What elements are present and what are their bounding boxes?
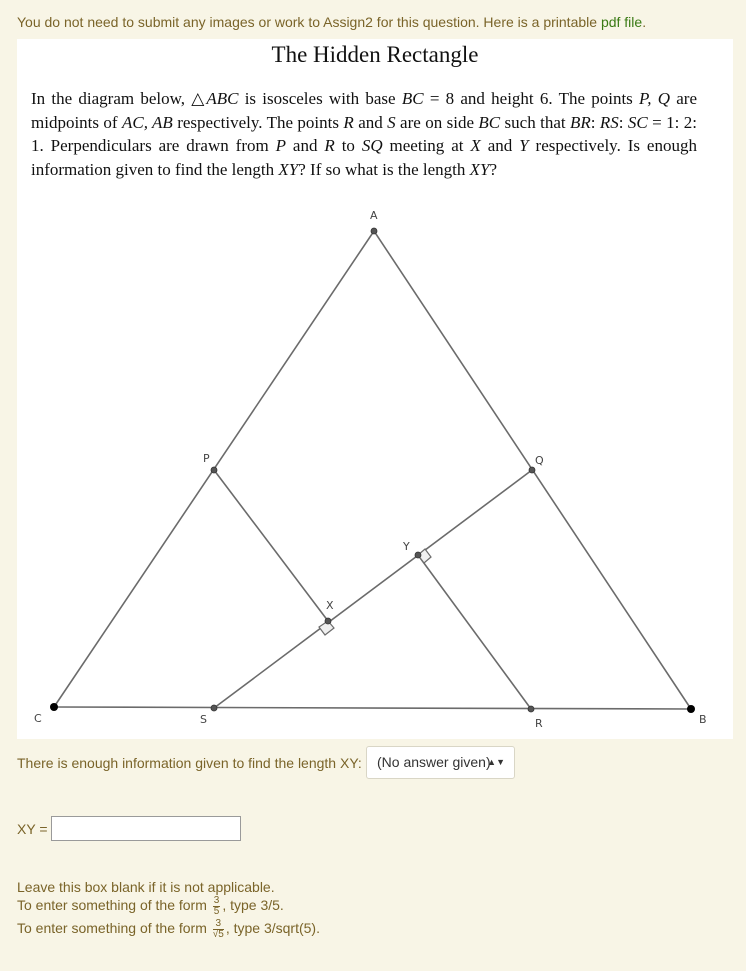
problem-text: and [286,136,325,155]
pdf-file-link[interactable]: pdf file [600,14,643,30]
select-arrows-icon: ▲▼ [487,757,505,767]
problem-text: ? If so what is the length [298,159,470,179]
point-y[interactable] [415,552,421,558]
point-x[interactable] [325,618,331,624]
label-s: S [200,713,207,726]
math-expression: R [343,112,354,132]
label-b: B [699,713,707,726]
math-expression: XY [278,159,299,179]
problem-text: respectively. The points [172,112,344,132]
point-r[interactable] [528,706,534,712]
point-c[interactable] [50,703,58,711]
problem-text: In the diagram below, [31,89,192,108]
label-r: R [535,717,543,730]
math-expression: △ABC [191,89,239,108]
label-p: P [203,452,210,465]
help-line-fraction: To enter something of the form $\frac{3}{5}$ , type 3/5. [17,895,284,917]
math-expression: XY [469,159,490,179]
instructions-notice: You do not need to submit any images or work to Assign2 for this question. Here is a printable pdf file. [17,14,647,30]
math-expression: S [387,112,396,132]
math-expression: BC [401,89,424,108]
math-expression: X [470,136,481,155]
label-x: X [326,599,334,612]
problem-text: : [590,112,600,132]
math-expression: SC [627,112,648,132]
help-line-sqrt: To enter something of the form $\frac{3}{√5}$ , type 3/sqrt(5). [17,918,320,940]
fraction-example: $\frac{3}{5}$ [213,895,220,917]
problem-text: meeting at [382,136,471,155]
math-expression: BR [570,112,591,132]
math-expression: SQ [361,136,383,155]
problem-text: : [618,112,628,132]
point-b[interactable] [687,705,695,713]
problem-text: = 1: 2: 1. Perpendiculars are drawn from [31,112,698,155]
math-expression: R [324,136,335,155]
side-bc [54,707,691,709]
math-expression: P [275,136,287,155]
problem-text: are on side [395,112,479,132]
question-title: The Hidden Rectangle [271,42,479,67]
math-expression: Y [519,136,529,155]
sqrt-fraction-example: $\frac{3}{√5}$ [212,918,224,940]
point-a[interactable] [371,228,377,234]
help-line-blank: Leave this box blank if it is not applicable. [17,879,275,895]
math-expression: AC, AB [121,112,173,132]
select-value: (No answer given) [377,754,491,770]
label-c: C [34,712,42,725]
problem-text: such that [500,112,570,132]
problem-text: and [353,112,388,132]
segment-px [214,470,328,621]
problem-text: are midpoints of [31,89,697,132]
problem-text: ? [489,159,498,179]
problem-text: is isosceles with base [238,89,402,108]
triangle-diagram [17,39,733,739]
xy-label: XY = [17,821,48,837]
math-expression: P, Q [639,89,670,108]
enough-info-select[interactable] [366,746,515,779]
point-s[interactable] [211,705,217,711]
label-a: A [370,209,378,222]
point-q[interactable] [529,467,535,473]
math-expression: RS [599,112,619,132]
enough-info-label: There is enough information given to find the length XY: [17,755,362,771]
math-expression: BC [478,112,501,132]
xy-answer-input[interactable] [51,816,241,841]
problem-text: to [334,136,362,155]
label-y: Y [403,540,410,553]
problem-text: and [480,136,520,155]
point-p[interactable] [211,467,217,473]
label-q: Q [535,454,544,467]
segment-sq [214,470,532,708]
problem-text: respectively. Is enough information given to find the length [31,136,697,179]
segment-ry [418,555,531,709]
problem-text: = 8 and height 6. The points [423,89,640,108]
question-card [17,39,733,739]
